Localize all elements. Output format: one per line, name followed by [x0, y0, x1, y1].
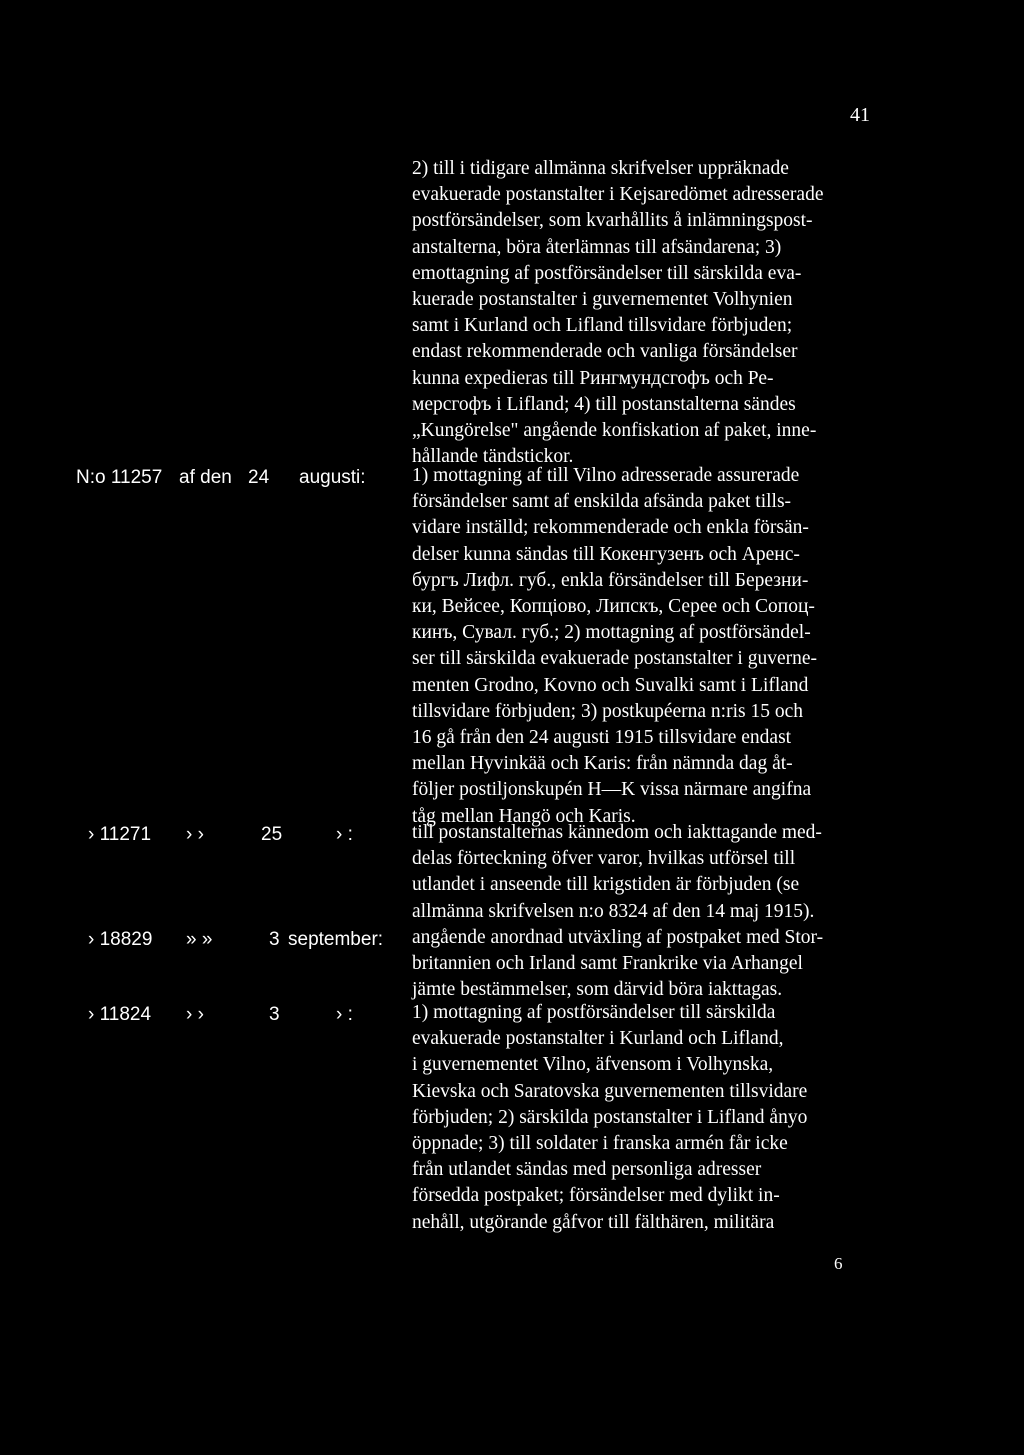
text-line: ки, Вейсее, Копціово, Липскъ, Серее och Сопоц-: [412, 596, 815, 618]
text-line: från utlandet sändas med personliga adresser: [412, 1159, 762, 1181]
entry-af: › ›: [186, 824, 204, 845]
text-line: kuerade postanstalter i guvernementet Volhynien: [412, 289, 793, 311]
text-line: evakuerade postanstalter i Kurland och Lifland,: [412, 1028, 784, 1050]
text-line: delser kunna sändas till Кокенгузенъ och Аренс-: [412, 543, 800, 565]
text-line: angående anordnad utväxling af postpaket med Stor-: [412, 927, 824, 948]
text-line: nehåll, utgörande gåfvor till fälthären, militära: [412, 1211, 775, 1233]
text-line: till postanstalternas kännedom och iakttagande med-: [412, 822, 822, 843]
entry-day: 3: [269, 929, 280, 950]
entry-month: september:: [288, 929, 384, 950]
entry-day: 25: [261, 824, 283, 845]
entry-text-11271: [412, 820, 902, 925]
text-line: evakuerade postanstalter i Kejsaredömet adresserade: [412, 184, 824, 206]
text-line: menten Grodno, Kovno och Suvalki samt i Lifland: [412, 674, 809, 696]
page-number: 41: [850, 104, 870, 126]
entry-text-11824: [412, 1000, 902, 1236]
entry-af: af den: [179, 467, 232, 488]
text-line: Kievska och Saratovska guvernementen tillsvidare: [412, 1080, 808, 1102]
intro-paragraph: [412, 156, 902, 470]
text-line: мерсгофъ i Lifland; 4) till postanstalterna sändes: [412, 393, 796, 415]
text-line: 2) till i tidigare allmänna skrifvelser uppräknade: [412, 158, 789, 179]
entry-number: › 11824: [88, 1004, 152, 1025]
entry-text-11257: [412, 463, 902, 830]
entry-month: › :: [336, 824, 353, 845]
entry-text-18829: [412, 925, 902, 1004]
text-line: emottagning af postförsändelser till särskilda eva-: [412, 262, 802, 284]
text-line: ser till särskilda evakuerade postanstalter i guverne-: [412, 648, 818, 670]
entry-number: › 18829: [88, 929, 153, 950]
text-line: 1) mottagning af postförsändelser till särskilda: [412, 1002, 776, 1023]
entry-af: » »: [186, 929, 213, 950]
text-line: följer postiljonskupén H—K vissa närmare angifna: [412, 779, 812, 801]
text-line: tillsvidare förbjuden; 3) postkupéerna n:ris 15 och: [412, 700, 803, 722]
text-line: anstalterna, böra återlämnas till afsändarena; 3): [412, 236, 782, 258]
text-line: mellan Hyvinkää och Karis: från nämnda dag åt-: [412, 753, 793, 775]
entry-month: › :: [336, 1004, 353, 1025]
text-line: endast rekommenderade och vanliga försändelser: [412, 341, 798, 363]
text-line: vidare inställd; rekommenderade och enkla försän-: [412, 517, 809, 539]
text-line: i guvernementet Vilno, äfvensom i Volhynska,: [412, 1054, 774, 1076]
entry-number: N:o 11257: [76, 467, 163, 488]
entry-number: › 11271: [88, 824, 152, 845]
text-line: „Kungörelse" angående konfiskation af paket, inne-: [412, 420, 817, 442]
entry-day: 24: [248, 467, 270, 488]
text-line: кинъ, Сувал. губ.; 2) mottagning af postförsändel-: [412, 622, 811, 644]
text-line: försändelser samt af enskilda afsända paket tills-: [412, 491, 792, 513]
text-line: förbjuden; 2) särskilda postanstalter i Lifland ånyo: [412, 1106, 808, 1128]
text-line: utlandet i anseende till krigstiden är förbjuden (se: [412, 874, 800, 896]
text-line: hållande tändstickor.: [412, 446, 574, 468]
text-line: allmänna skrifvelsen n:o 8324 af den 14 maj 1915).: [412, 900, 815, 922]
text-line: öppnade; 3) till soldater i franska armén får icke: [412, 1133, 788, 1155]
text-line: britannien och Irland samt Frankrike via Arhangel: [412, 953, 803, 975]
text-line: kunna expedieras till Рингмундсгофъ och Ре-: [412, 367, 774, 389]
text-line: försedda postpaket; försändelser med dylikt in-: [412, 1185, 780, 1207]
sheet-signature-mark: 6: [834, 1254, 843, 1273]
text-line: samt i Kurland och Lifland tillsvidare förbjuden;: [412, 315, 793, 337]
text-line: 1) mottagning af till Vilno adresserade assurerade: [412, 465, 800, 486]
entry-month: augusti:: [299, 467, 366, 488]
text-line: postförsändelser, som kvarhållits å inlämningspost-: [412, 210, 813, 232]
entry-day: 3: [269, 1004, 280, 1025]
text-line: jämte bestämmelser, som därvid böra iakttagas.: [412, 979, 783, 1001]
text-line: tåg mellan Hangö och Karis.: [412, 805, 636, 827]
entry-af: › ›: [186, 1004, 204, 1025]
text-line: бургъ Лифл. губ., enkla försändelser till Березни-: [412, 569, 809, 591]
text-line: 16 gå från den 24 augusti 1915 tillsvidare endast: [412, 727, 792, 749]
text-line: delas förteckning öfver varor, hvilkas utförsel till: [412, 848, 796, 870]
